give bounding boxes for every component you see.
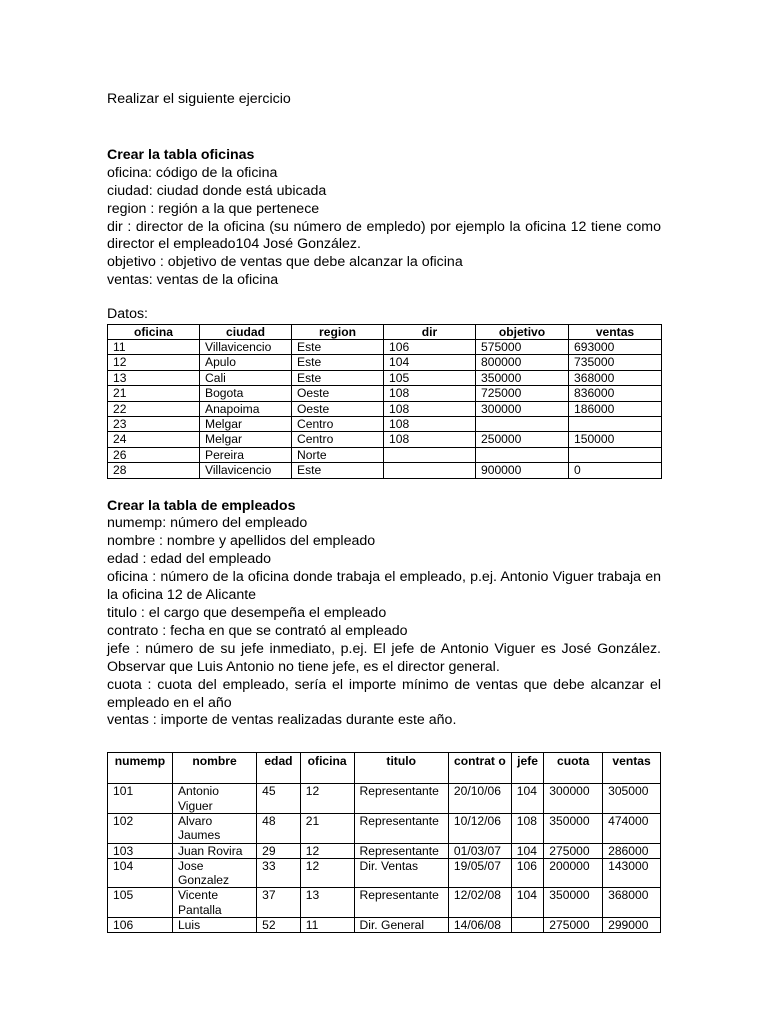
column-header: jefe: [511, 753, 543, 784]
column-header: ciudad: [200, 325, 292, 340]
column-header: oficina: [300, 753, 354, 784]
table-cell: [476, 417, 569, 432]
table-row: [108, 417, 662, 432]
table-cell: 735000: [569, 355, 662, 370]
table-cell: Apulo: [200, 355, 292, 370]
table-row: [108, 355, 662, 370]
table-cell: [476, 447, 569, 462]
table-cell: 21: [108, 386, 200, 401]
table-cell: 29: [257, 843, 301, 858]
table-cell: 299000: [603, 918, 661, 933]
table-cell: 106: [108, 918, 173, 933]
oficinas-field: dir : director de la oficina (su número de empledo) por ejemplo la oficina 12 tiene como director el empleado104 José González.: [107, 218, 661, 253]
table-cell: 105: [108, 888, 173, 918]
column-header: numemp: [108, 753, 173, 784]
table-header-row: [108, 325, 662, 340]
table-cell: 45: [257, 784, 301, 814]
table-cell: Este: [292, 370, 384, 385]
empleados-field: oficina : número de la oficina donde trabaja el empleado, p.ej. Antonio Viguer trabaja en la oficina 12 de Alicante: [107, 569, 661, 604]
empleados-field: cuota : cuota del empleado, sería el importe mínimo de ventas que debe alcanzar el empleado en el año: [107, 676, 661, 711]
table-cell: Este: [292, 340, 384, 355]
table-cell: 350000: [476, 370, 569, 385]
table-cell: Jose Gonzalez: [172, 858, 256, 888]
table-cell: 0: [569, 463, 662, 478]
empleados-field: ventas : importe de ventas realizadas durante este año.: [107, 712, 457, 729]
table-cell: 12: [108, 355, 200, 370]
table-cell: 108: [511, 813, 543, 843]
table-cell: Representante: [354, 888, 448, 918]
table-row: [108, 401, 662, 416]
empleados-field: edad : edad del empleado: [107, 551, 272, 568]
table-cell: 103: [108, 843, 173, 858]
table-cell: [511, 918, 543, 933]
table-cell: Representante: [354, 843, 448, 858]
oficinas-field: oficina: código de la oficina: [107, 164, 278, 181]
intro-text: Realizar el siguiente ejercicio: [107, 91, 291, 107]
table-cell: 22: [108, 401, 200, 416]
table-cell: Antonio Viguer: [172, 784, 256, 814]
table-cell: 12/02/08: [448, 888, 511, 918]
empleados-field: jefe : número de su jefe inmediato, p.ej. El jefe de Antonio Viguer es José González. Observar que Luis Antonio no tiene jefe, es el director general.: [107, 640, 661, 675]
table-cell: Centro: [292, 417, 384, 432]
column-header: contrat o: [448, 753, 511, 784]
table-cell: 150000: [569, 432, 662, 447]
column-header: titulo: [354, 753, 448, 784]
table-cell: 28: [108, 463, 200, 478]
table-cell: 19/05/07: [448, 858, 511, 888]
empleados-field: numemp: número del empleado: [107, 515, 308, 532]
table-cell: 104: [511, 843, 543, 858]
column-header: ventas: [569, 325, 662, 340]
table-cell: Cali: [200, 370, 292, 385]
table-cell: 275000: [544, 843, 603, 858]
table-header-row: [108, 753, 661, 784]
table-cell: Bogota: [200, 386, 292, 401]
table-cell: Representante: [354, 813, 448, 843]
table-row: [108, 813, 661, 843]
table-cell: 10/12/06: [448, 813, 511, 843]
table-cell: Melgar: [200, 417, 292, 432]
table-cell: 52: [257, 918, 301, 933]
table-cell: Norte: [292, 447, 384, 462]
table-cell: 11: [108, 340, 200, 355]
table-cell: 12: [300, 858, 354, 888]
table-cell: 23: [108, 417, 200, 432]
table-cell: [384, 463, 476, 478]
table-cell: Representante: [354, 784, 448, 814]
table-cell: Este: [292, 463, 384, 478]
table-row: [108, 370, 662, 385]
table-cell: Oeste: [292, 401, 384, 416]
empleados-field: nombre : nombre y apellidos del empleado: [107, 533, 376, 550]
table-cell: 143000: [603, 858, 661, 888]
oficinas-table: [107, 324, 662, 479]
table-cell: Oeste: [292, 386, 384, 401]
table-cell: 24: [108, 432, 200, 447]
table-row: [108, 784, 661, 814]
table-cell: Anapoima: [200, 401, 292, 416]
table-cell: 836000: [569, 386, 662, 401]
table-cell: Este: [292, 355, 384, 370]
table-cell: 01/03/07: [448, 843, 511, 858]
oficinas-heading: Crear la tabla oficinas: [107, 146, 255, 163]
table-cell: 20/10/06: [448, 784, 511, 814]
table-cell: 11: [300, 918, 354, 933]
table-cell: 725000: [476, 386, 569, 401]
table-cell: 350000: [544, 888, 603, 918]
table-row: [108, 386, 662, 401]
table-cell: 13: [300, 888, 354, 918]
empleados-table-body: [108, 784, 661, 933]
table-cell: 12: [300, 784, 354, 814]
table-cell: Melgar: [200, 432, 292, 447]
table-cell: 575000: [476, 340, 569, 355]
table-cell: [384, 447, 476, 462]
table-cell: 106: [511, 858, 543, 888]
table-row: [108, 447, 662, 462]
table-cell: 104: [384, 355, 476, 370]
table-cell: 305000: [603, 784, 661, 814]
table-cell: 286000: [603, 843, 661, 858]
table-cell: 106: [384, 340, 476, 355]
datos-label: Datos:: [107, 306, 149, 323]
table-cell: Juan Rovira: [172, 843, 256, 858]
table-row: [108, 918, 661, 933]
oficinas-table-body: [108, 340, 662, 479]
table-cell: 101: [108, 784, 173, 814]
table-cell: 250000: [476, 432, 569, 447]
table-cell: [569, 417, 662, 432]
table-cell: Centro: [292, 432, 384, 447]
oficinas-field: ciudad: ciudad donde está ubicada: [107, 182, 327, 199]
table-cell: 14/06/08: [448, 918, 511, 933]
table-cell: 105: [384, 370, 476, 385]
column-header: oficina: [108, 325, 200, 340]
empleados-field: titulo : el cargo que desempeña el empleado: [107, 605, 387, 622]
oficinas-field: objetivo : objetivo de ventas que debe alcanzar la oficina: [107, 254, 463, 271]
table-cell: Alvaro Jaumes: [172, 813, 256, 843]
table-cell: 108: [384, 401, 476, 416]
document-page: [107, 91, 661, 933]
column-header: objetivo: [476, 325, 569, 340]
table-cell: 200000: [544, 858, 603, 888]
table-cell: 104: [511, 784, 543, 814]
table-cell: Dir. General: [354, 918, 448, 933]
empleados-heading: Crear la tabla de empleados: [107, 497, 296, 514]
table-cell: Dir. Ventas: [354, 858, 448, 888]
table-row: [108, 340, 662, 355]
table-cell: 26: [108, 447, 200, 462]
table-cell: 12: [300, 843, 354, 858]
table-cell: 300000: [544, 784, 603, 814]
table-cell: 108: [384, 386, 476, 401]
empleados-field-list: [107, 515, 661, 730]
table-cell: 186000: [569, 401, 662, 416]
table-row: [108, 843, 661, 858]
table-cell: Villavicencio: [200, 340, 292, 355]
table-cell: 37: [257, 888, 301, 918]
table-cell: 108: [384, 432, 476, 447]
table-cell: 900000: [476, 463, 569, 478]
table-cell: 108: [384, 417, 476, 432]
table-row: [108, 463, 662, 478]
column-header: region: [292, 325, 384, 340]
table-cell: 33: [257, 858, 301, 888]
table-row: [108, 858, 661, 888]
column-header: ventas: [603, 753, 661, 784]
oficinas-field: ventas: ventas de la oficina: [107, 272, 279, 289]
table-row: [108, 432, 662, 447]
table-cell: 48: [257, 813, 301, 843]
table-cell: 800000: [476, 355, 569, 370]
table-cell: Luis: [172, 918, 256, 933]
empleados-table: [107, 752, 661, 933]
table-cell: 474000: [603, 813, 661, 843]
table-cell: 368000: [569, 370, 662, 385]
column-header: nombre: [172, 753, 256, 784]
table-cell: Villavicencio: [200, 463, 292, 478]
table-cell: Vicente Pantalla: [172, 888, 256, 918]
table-cell: 102: [108, 813, 173, 843]
table-cell: 350000: [544, 813, 603, 843]
empleados-field: contrato : fecha en que se contrató al empleado: [107, 622, 408, 639]
oficinas-field-list: [107, 165, 661, 290]
table-cell: 104: [511, 888, 543, 918]
table-cell: 275000: [544, 918, 603, 933]
column-header: cuota: [544, 753, 603, 784]
table-cell: 368000: [603, 888, 661, 918]
column-header: dir: [384, 325, 476, 340]
oficinas-field: region : región a la que pertenece: [107, 200, 320, 217]
table-cell: 13: [108, 370, 200, 385]
table-cell: 21: [300, 813, 354, 843]
table-cell: 693000: [569, 340, 662, 355]
table-cell: 300000: [476, 401, 569, 416]
table-cell: Pereira: [200, 447, 292, 462]
table-row: [108, 888, 661, 918]
table-cell: [569, 447, 662, 462]
column-header: edad: [257, 753, 301, 784]
table-cell: 104: [108, 858, 173, 888]
